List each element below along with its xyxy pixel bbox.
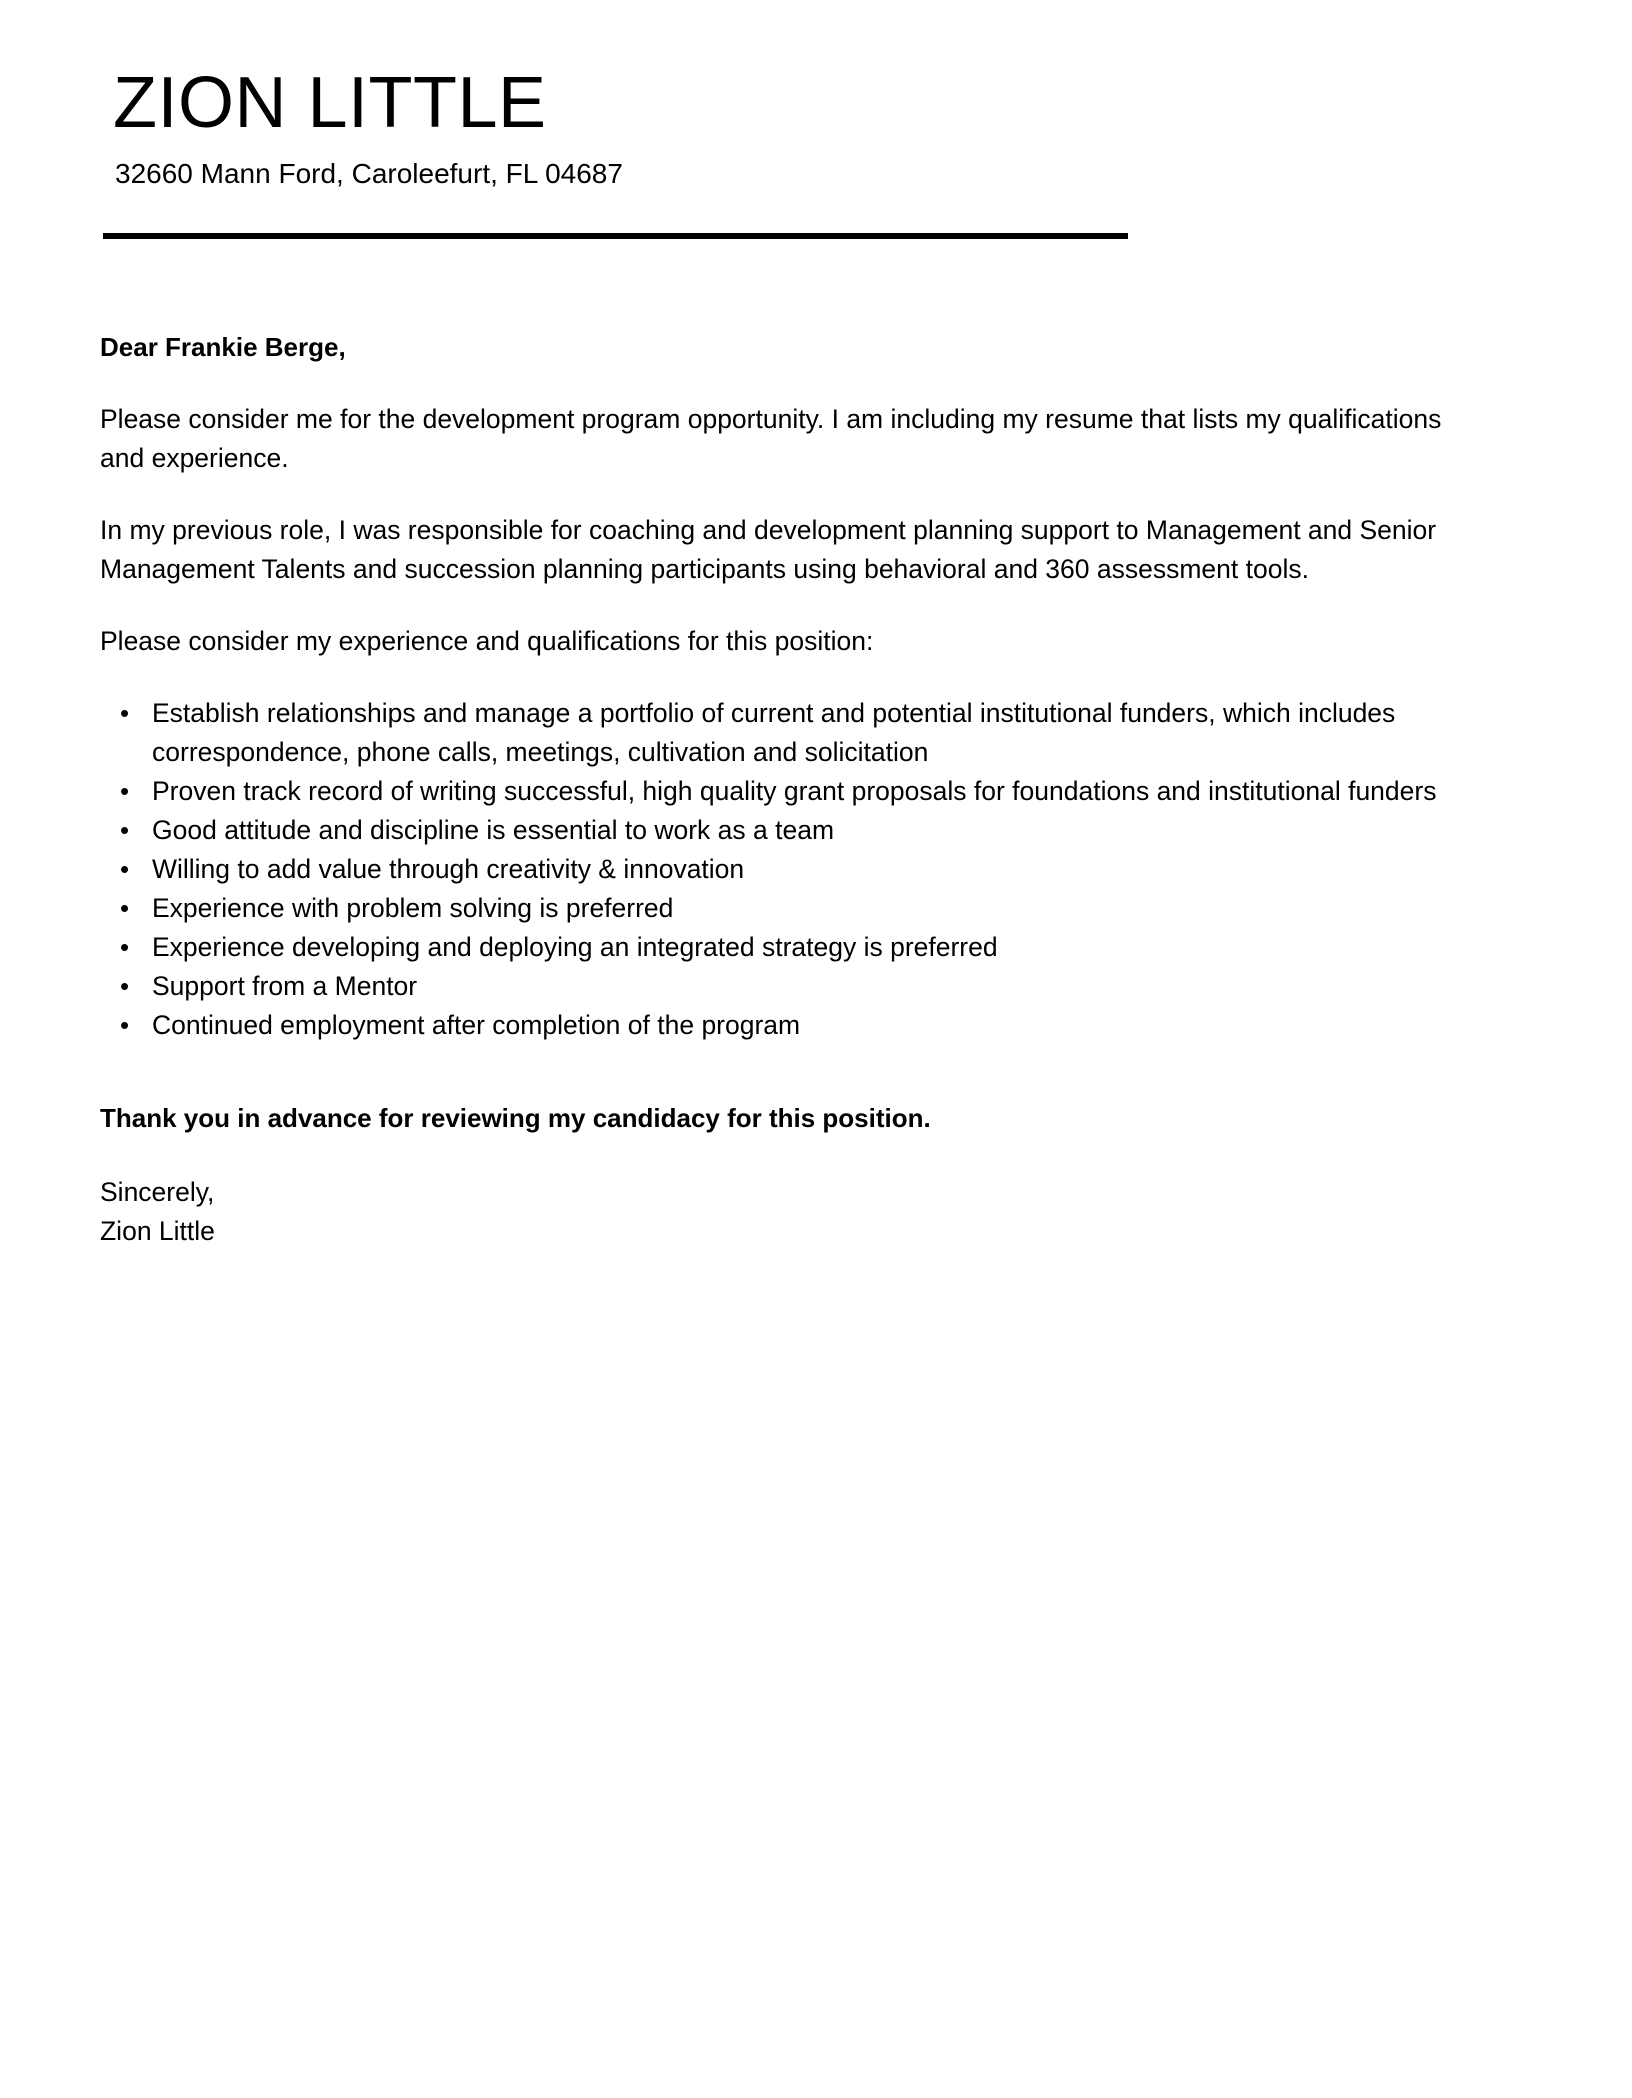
- bullet-icon: •: [120, 815, 130, 845]
- bullet-icon: •: [120, 1010, 130, 1040]
- page-title: ZION LITTLE: [113, 63, 547, 143]
- list-item-label: Experience with problem solving is preferred: [152, 893, 674, 923]
- letter-body: [100, 330, 1472, 1251]
- body-paragraph: Please consider me for the development program opportunity. I am including my resume that lists my qualifications and experience.: [100, 404, 1442, 473]
- list-item: [100, 694, 1472, 772]
- list-item: [100, 928, 1472, 967]
- closing-statement: Thank you in advance for reviewing my candidacy for this position.: [100, 1103, 931, 1133]
- bullet-icon: •: [120, 971, 130, 1001]
- list-item-label: Continued employment after completion of the program: [152, 1010, 801, 1040]
- list-item: [100, 967, 1472, 1006]
- contact-address: 32660 Mann Ford, Caroleefurt, FL 04687: [115, 158, 623, 189]
- list-item-label: Proven track record of writing successful, high quality grant proposals for foundations and institutional funders: [152, 776, 1437, 806]
- bullet-icon: •: [120, 893, 130, 923]
- list-item: [100, 889, 1472, 928]
- letter-header: [0, 0, 1632, 192]
- body-paragraph: In my previous role, I was responsible for coaching and development planning support to Management and Senior Management Talents and succession planning participants using behavioral and 360 assessment tools.: [100, 515, 1437, 584]
- list-item-label: Establish relationships and manage a portfolio of current and potential institutional funders, which includes correspondence, phone calls, meetings, cultivation and solicitation: [152, 698, 1396, 767]
- signoff-line: Sincerely,: [100, 1177, 215, 1207]
- body-paragraph: Please consider my experience and qualifications for this position:: [100, 626, 874, 656]
- list-item: [100, 1006, 1472, 1045]
- bullet-icon: •: [120, 698, 130, 728]
- list-item-label: Support from a Mentor: [152, 971, 418, 1001]
- salutation: Dear Frankie Berge,: [100, 332, 346, 362]
- header-divider: [103, 233, 1128, 239]
- signature-block: [100, 1173, 1472, 1251]
- qualifications-list: [100, 694, 1472, 1045]
- bullet-icon: •: [120, 932, 130, 962]
- list-item-label: Willing to add value through creativity & innovation: [152, 854, 745, 884]
- list-item: [100, 772, 1472, 811]
- list-item: [100, 811, 1472, 850]
- list-item-label: Good attitude and discipline is essential to work as a team: [152, 815, 835, 845]
- list-item-label: Experience developing and deploying an integrated strategy is preferred: [152, 932, 998, 962]
- signature-name: Zion Little: [100, 1216, 215, 1246]
- bullet-icon: •: [120, 854, 130, 884]
- list-item: [100, 850, 1472, 889]
- bullet-icon: •: [120, 776, 130, 806]
